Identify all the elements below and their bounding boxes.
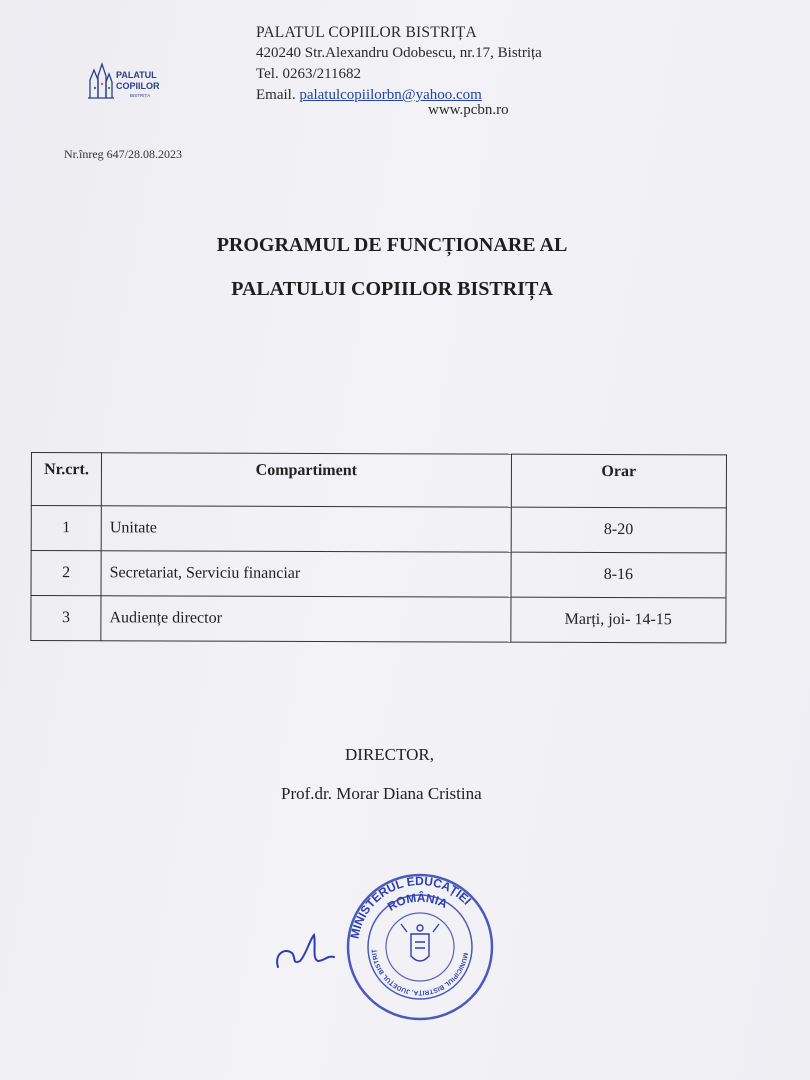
cell-nr: 2: [31, 551, 101, 596]
romania-coat-of-arms-icon: [401, 924, 439, 961]
header-orar: Orar: [511, 454, 727, 508]
table-row: [31, 596, 726, 643]
cell-compartiment: Unitate: [101, 506, 511, 552]
header-compartiment: Compartiment: [101, 453, 511, 507]
cell-compartiment: Audiențe director: [101, 596, 511, 642]
logo-line2: COPIILOR: [116, 81, 160, 91]
signatory-name: Prof.dr. Morar Diana Cristina: [281, 784, 482, 803]
schedule-table: [30, 452, 727, 643]
cell-nr: 1: [31, 506, 101, 551]
page-title-line2: PALATULUI COPIILOR BISTRIȚA: [231, 278, 553, 300]
page-title-line1: PROGRAMUL DE FUNCȚIONARE AL: [216, 234, 568, 256]
header-nr: Nr.crt.: [31, 453, 101, 506]
cell-orar: 8-16: [511, 552, 726, 598]
email-label: Email.: [256, 87, 296, 103]
cell-orar: 8-20: [511, 507, 726, 553]
stamp-outer-text: MINISTERUL EDUCAȚIEI: [347, 873, 475, 940]
table-header-row: [31, 453, 726, 508]
letterhead: [256, 22, 542, 118]
institution-name: PALATUL COPIILOR BISTRIȚA: [256, 24, 477, 41]
table-row: [31, 551, 726, 598]
official-stamp: [345, 872, 495, 1027]
logo-line3: BISTRIȚA: [130, 93, 151, 98]
signatory-role: DIRECTOR,: [345, 745, 434, 764]
website-link[interactable]: www.pcbn.ro: [428, 102, 509, 118]
palatul-copiilor-logo: [86, 58, 178, 108]
cell-orar: Marți, joi- 14-15: [511, 597, 726, 643]
cell-compartiment: Secretariat, Serviciu financiar: [101, 551, 511, 597]
email-link[interactable]: palatulcopiilorbn@yahoo.com: [299, 87, 482, 103]
institution-address: 420240 Str.Alexandru Odobescu, nr.17, Bistrița: [256, 45, 542, 61]
institution-phone: Tel. 0263/211682: [256, 66, 362, 82]
registration-number: Nr.înreg 647/28.08.2023: [64, 147, 182, 161]
cell-nr: 3: [31, 596, 101, 641]
logo-line1: PALATUL: [116, 70, 157, 80]
stamp-inner-text: MUNICIPIUL BISTRIȚA, JUDEȚUL BISTRIȚ: [371, 948, 469, 997]
stamp-top-text: ROMÂNIA: [384, 890, 450, 914]
table-row: [31, 506, 726, 553]
